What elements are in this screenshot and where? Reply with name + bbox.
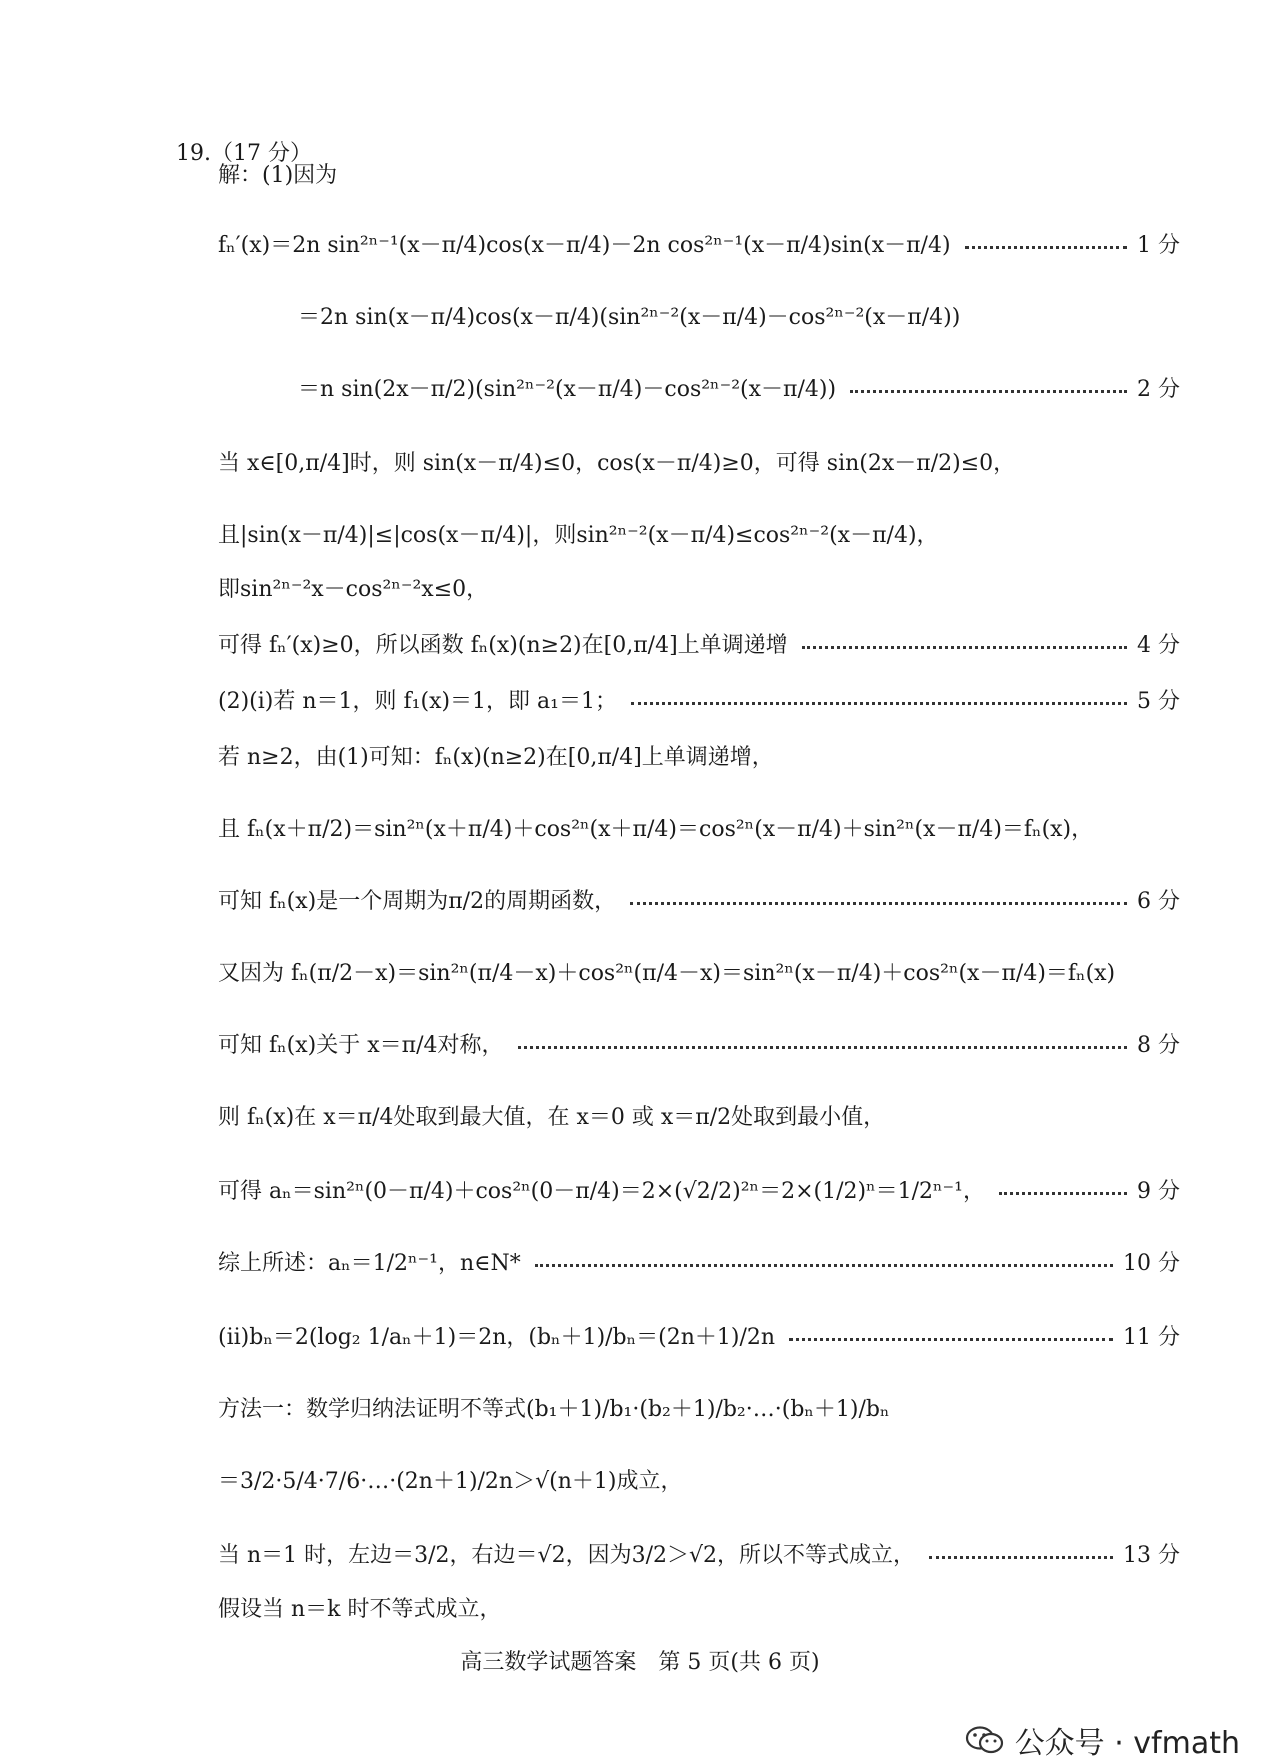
score-label: 9 分 — [1137, 1179, 1180, 1204]
page-footer: 高三数学试题答案 第 5 页(共 6 页) — [460, 1650, 820, 1675]
line-text: 解：(1)因为 — [218, 163, 338, 188]
answer-line — [218, 1028, 1180, 1059]
answer-line — [218, 740, 1180, 771]
answer-line — [218, 884, 1180, 915]
score-label: 2 分 — [1137, 377, 1180, 402]
line-text: 可得 fₙ′(x)≥0，所以函数 fₙ(x)(n≥2)在[0,π/4]上单调递增 — [218, 633, 788, 658]
answer-line — [298, 372, 1180, 403]
line-text: fₙ′(x)＝2n sin²ⁿ⁻¹(x－π/4)cos(x－π/4)－2n cos²ⁿ⁻¹(x－π/4)sin(x－π/4) — [218, 233, 951, 258]
answer-line — [218, 1320, 1180, 1351]
line-text: ＝2n sin(x－π/4)cos(x－π/4)(sin²ⁿ⁻²(x－π/4)－cos²ⁿ⁻²(x－π/4)) — [298, 305, 961, 330]
leader-dots — [631, 702, 1127, 705]
score-label: 11 分 — [1123, 1325, 1180, 1350]
answer-line — [218, 1464, 1180, 1495]
answer-line — [218, 1538, 1180, 1569]
leader-dots — [802, 646, 1127, 649]
leader-dots — [535, 1264, 1113, 1267]
line-text: 当 n＝1 时，左边＝3/2，右边＝√2，因为3/2＞√2，所以不等式成立， — [218, 1543, 915, 1568]
line-text: ＝n sin(2x－π/2)(sin²ⁿ⁻²(x－π/4)－cos²ⁿ⁻²(x－π/4)) — [298, 377, 837, 402]
line-text: 且|sin(x－π/4)|≤|cos(x－π/4)|，则sin²ⁿ⁻²(x－π/4)≤cos²ⁿ⁻²(x－π/4)， — [218, 523, 939, 548]
answer-line — [218, 1246, 1180, 1277]
line-text: 且 fₙ(x＋π/2)＝sin²ⁿ(x＋π/4)＋cos²ⁿ(x＋π/4)＝cos²ⁿ(x－π/4)＋sin²ⁿ(x－π/4)＝fₙ(x)， — [218, 817, 1094, 842]
answer-line — [218, 228, 1180, 259]
leader-dots — [999, 1192, 1127, 1195]
answer-line — [218, 446, 1180, 477]
watermark — [965, 1718, 1240, 1762]
answer-line — [218, 684, 1180, 715]
line-text: ＝3/2·5/4·7/6·…·(2n＋1)/2n＞√(n＋1)成立， — [218, 1469, 683, 1494]
score-label: 5 分 — [1137, 689, 1180, 714]
score-label: 13 分 — [1123, 1543, 1180, 1568]
line-text: 假设当 n＝k 时不等式成立， — [218, 1597, 502, 1622]
answer-line — [218, 572, 1180, 603]
answer-line — [218, 628, 1180, 659]
line-text: (2)(ⅰ)若 n＝1，则 f₁(x)＝1，即 a₁＝1； — [218, 689, 617, 714]
leader-dots — [965, 246, 1127, 249]
line-text: 可知 fₙ(x)是一个周期为π/2的周期函数， — [218, 889, 617, 914]
answer-line — [218, 1174, 1180, 1205]
score-label: 6 分 — [1137, 889, 1180, 914]
score-label: 4 分 — [1137, 633, 1180, 658]
line-text: 当 x∈[0,π/4]时，则 sin(x－π/4)≤0，cos(x－π/4)≥0，可得 sin(2x－π/2)≤0， — [218, 451, 1016, 476]
leader-dots — [630, 902, 1127, 905]
answer-line — [298, 300, 1180, 331]
line-text: 又因为 fₙ(π/2－x)＝sin²ⁿ(π/4－x)＋cos²ⁿ(π/4－x)＝sin²ⁿ(x－π/4)＋cos²ⁿ(x－π/4)＝fₙ(x) — [218, 961, 1116, 986]
answer-line — [218, 518, 1180, 549]
answer-line — [218, 1100, 1180, 1131]
answer-line — [218, 1392, 1180, 1423]
score-label: 8 分 — [1137, 1033, 1180, 1058]
answer-line — [218, 158, 1180, 189]
leader-dots — [850, 390, 1127, 393]
score-label: 1 分 — [1137, 233, 1180, 258]
question-header: 19.（17 分） — [176, 141, 312, 166]
line-text: 若 n≥2，由(1)可知：fₙ(x)(n≥2)在[0,π/4]上单调递增， — [218, 745, 774, 770]
score-label: 10 分 — [1123, 1251, 1180, 1276]
line-text: 方法一：数学归纳法证明不等式(b₁＋1)/b₁·(b₂＋1)/b₂·…·(bₙ＋1)/bₙ — [218, 1397, 890, 1422]
line-text: (ⅱ)bₙ＝2(log₂ 1/aₙ＋1)＝2n，(bₙ＋1)/bₙ＝(2n＋1)/2n — [218, 1325, 776, 1350]
leader-dots — [929, 1556, 1113, 1559]
answer-line — [218, 1592, 1180, 1623]
answer-line — [218, 812, 1180, 843]
line-text: 可得 aₙ＝sin²ⁿ(0－π/4)＋cos²ⁿ(0－π/4)＝2×(√2/2)²ⁿ＝2×(1/2)ⁿ＝1/2ⁿ⁻¹， — [218, 1179, 985, 1204]
line-text: 综上所述：aₙ＝1/2ⁿ⁻¹，n∈N* — [218, 1251, 521, 1276]
line-text: 即sin²ⁿ⁻²x－cos²ⁿ⁻²x≤0， — [218, 577, 489, 602]
wechat-icon — [965, 1725, 1005, 1755]
line-text: 则 fₙ(x)在 x＝π/4处取到最大值，在 x＝0 或 x＝π/2处取到最小值， — [218, 1105, 886, 1130]
answer-line — [218, 956, 1180, 987]
watermark-text: 公众号 · vfmath — [1014, 1726, 1240, 1761]
leader-dots — [789, 1338, 1113, 1341]
line-text: 可知 fₙ(x)关于 x＝π/4对称， — [218, 1033, 504, 1058]
leader-dots — [518, 1046, 1128, 1049]
